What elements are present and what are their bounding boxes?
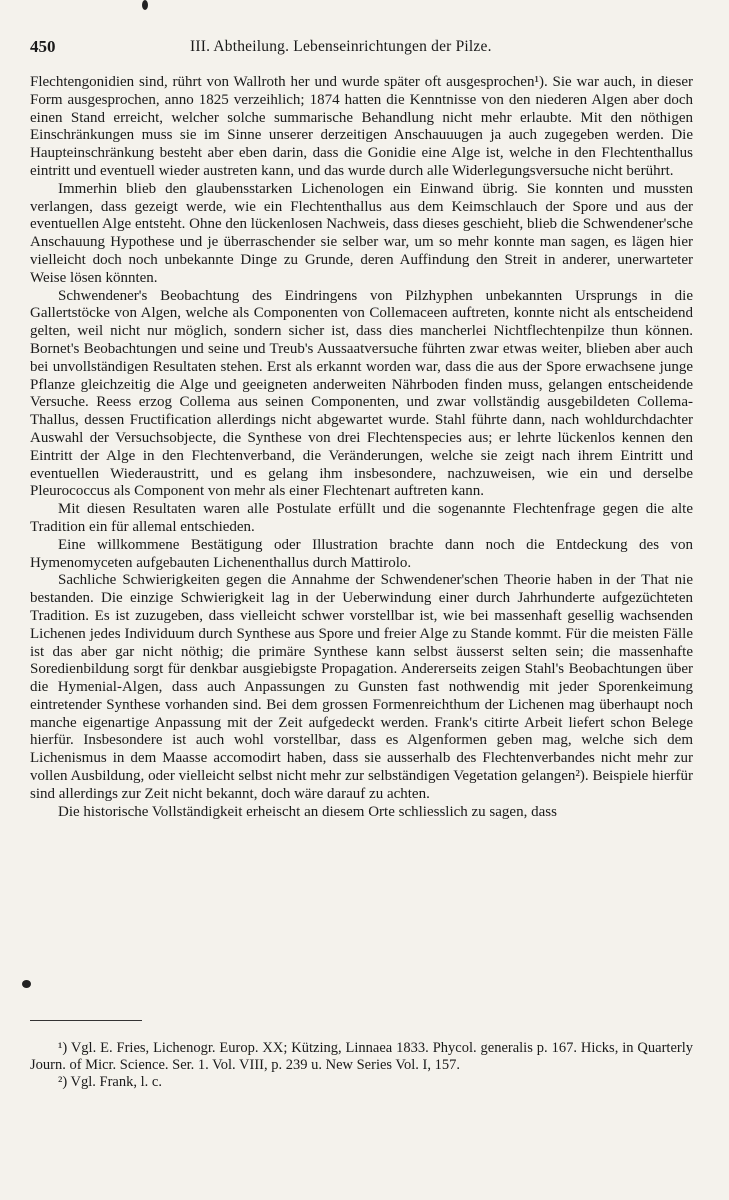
paragraph: Schwendener's Beobachtung des Eindringens von Pilzhyphen unbekannten Ursprungs in die Gallertstöcke von Algen, welche als Componenten von Collemaceen auftreten, konnte nicht als entscheidend gelten, weil nicht nur möglich, sondern sicher ist, dass dies mancherlei Nichtflechtenpilze thun können. Bornet's Beobachtungen und seine und Treub's Aussaatversuche führten zwar etwas weiter, blieben aber auch bei unvollständigen Resultaten stehen. Erst als erkannt worden war, dass die aus der Spore erwachsene junge Pflanze gleichzeitig die Alge und geeigneten anderweiten Nährboden finden muss, gelangen entscheidende Versuche. Reess erzog Collema aus seinen Componenten, und zwar vollständig ausgebildeten Collema-Thallus, dessen Fructification allerdings nicht abgewartet wurde. Stahl führte dann, nach wohldurchdachter Auswahl der Versuchsobjecte, die Synthese von drei Flechtenspecies aus; er lehrte lückenlos kennen den Eintritt der Alge in den Flechtenverband, die Veränderungen, welche sie zeigt nach ihrem Eintritt und eventuellen Wiederaustritt, und es gelang ihm insbesondere, nachzuweisen, wie ein und derselbe Pleurococcus als Component von mehr als einer Flechtenart auftreten kann.: [30, 287, 693, 500]
running-head: III. Abtheilung. Lebenseinrichtungen der Pilze.: [190, 38, 492, 55]
page-number: 450: [30, 37, 56, 56]
footnote: ²) Vgl. Frank, l. c.: [58, 1074, 162, 1090]
ink-speck: [142, 0, 148, 10]
paragraph: Sachliche Schwierigkeiten gegen die Annahme der Schwendener'schen Theorie haben in der That nie bestanden. Die einzige Schwierigkeit lag in der Ueberwindung einer durch Jahrhunderte aufgezüchteten Tradition. Es ist zuzugeben, dass vielleicht schwer vorstellbar ist, wie bei massenhaft gesellig wachsenden Lichenen jedes Individuum durch Synthese aus Spore und freier Alge zu Stande kommt. Für die meisten Fälle ist das aber gar nicht nöthig; die primäre Synthese kann selbst äusserst selten sein; die massenhafte Soredienbildung sorgt für denkbar ausgiebigste Propagation. Andererseits zeigen Stahl's Beobachtungen über die Hymenial-Algen, dass auch Anpassungen zu Gunsten fast nothwendig mit jeder Sporenkeimung eintretender Synthese vorhanden sind. Bei dem grossen Formenreichthum der Lichenen mag überhaupt noch manche eigenartige Anpassung mit der Zeit aufgedeckt werden. Frank's citirte Arbeit liefert schon Belege hierfür. Insbesondere ist auch wohl vorstellbar, dass es Algenformen geben mag, welche sich dem Lichenismus in dem Maasse accomodirt haben, dass sie ausserhalb des Flechtenverbandes nicht mehr zur vollen Ausbildung, oder vielleicht selbst nicht mehr zur selbständigen Vegetation gelangen²). Beispiele hierfür sind allerdings zur Zeit nicht bekannt, doch wäre darauf zu achten.: [30, 572, 693, 802]
footnote: ¹) Vgl. E. Fries, Lichenogr. Europ. XX; Kützing, Linnaea 1833. Phycol. generalis p. 167. Hicks, in Quarterly Journ. of Micr. Science. Ser. 1. Vol. VIII, p. 239 u. New Series Vol. I, 157.: [30, 1040, 693, 1073]
ink-speck: [22, 980, 31, 988]
footnotes: [30, 1040, 693, 1091]
footnote-divider: [30, 1020, 142, 1021]
paragraph: Immerhin blieb den glaubensstarken Lichenologen ein Einwand übrig. Sie konnten und mussten verlangen, dass gezeigt werde, wie ein Flechtenthallus aus dem Keimschlauch der Spore und aus der eventuellen Alge entsteht. Ohne den lückenlosen Nachweis, dass dieses geschieht, blieb die Schwendener'sche Anschauung Hypothese und je überraschender sie selber war, um so mehr konnte man sagen, es lägen hier vielleicht doch noch unbekannte Dinge zu Grunde, deren Auffindung den Streit in anderer, unerwarteter Weise lösen könnten.: [30, 180, 693, 286]
paragraph: Mit diesen Resultaten waren alle Postulate erfüllt und die sogenannte Flechtenfrage gegen die alte Tradition ein für allemal entschieden.: [30, 501, 693, 535]
paragraph: Die historische Vollständigkeit erheischt an diesem Orte schliesslich zu sagen, dass: [58, 803, 557, 820]
paragraph: Flechtengonidien sind, rührt von Wallroth her und wurde später oft ausgesprochen¹). Sie war auch, in dieser Form ausgesprochen, anno 1825 verzeihlich; 1874 hatten die Kenntnisse von den niederen Algen aber doch einen Stand erreicht, welcher solche summarische Behandlung nicht mehr erlaubte. Mit den nöthigen Einschränkungen muss sie im Sinne unserer derzeitigen Anschauuugen ja auch zugegeben werden. Die Haupteinschränkung besteht aber eben darin, dass die Gonidie eine Alge ist, welche in den Flechtenthallus eintritt und eventuell wieder austreten kann, und das wurde durch alle Widerlegungsversuche nicht berührt.: [30, 74, 693, 179]
body-text: [30, 74, 693, 821]
paragraph: Eine willkommene Bestätigung oder Illustration brachte dann noch die Entdeckung des von Hymenomyceten aufgebauten Lichenenthallus durch Mattirolo.: [30, 536, 693, 571]
